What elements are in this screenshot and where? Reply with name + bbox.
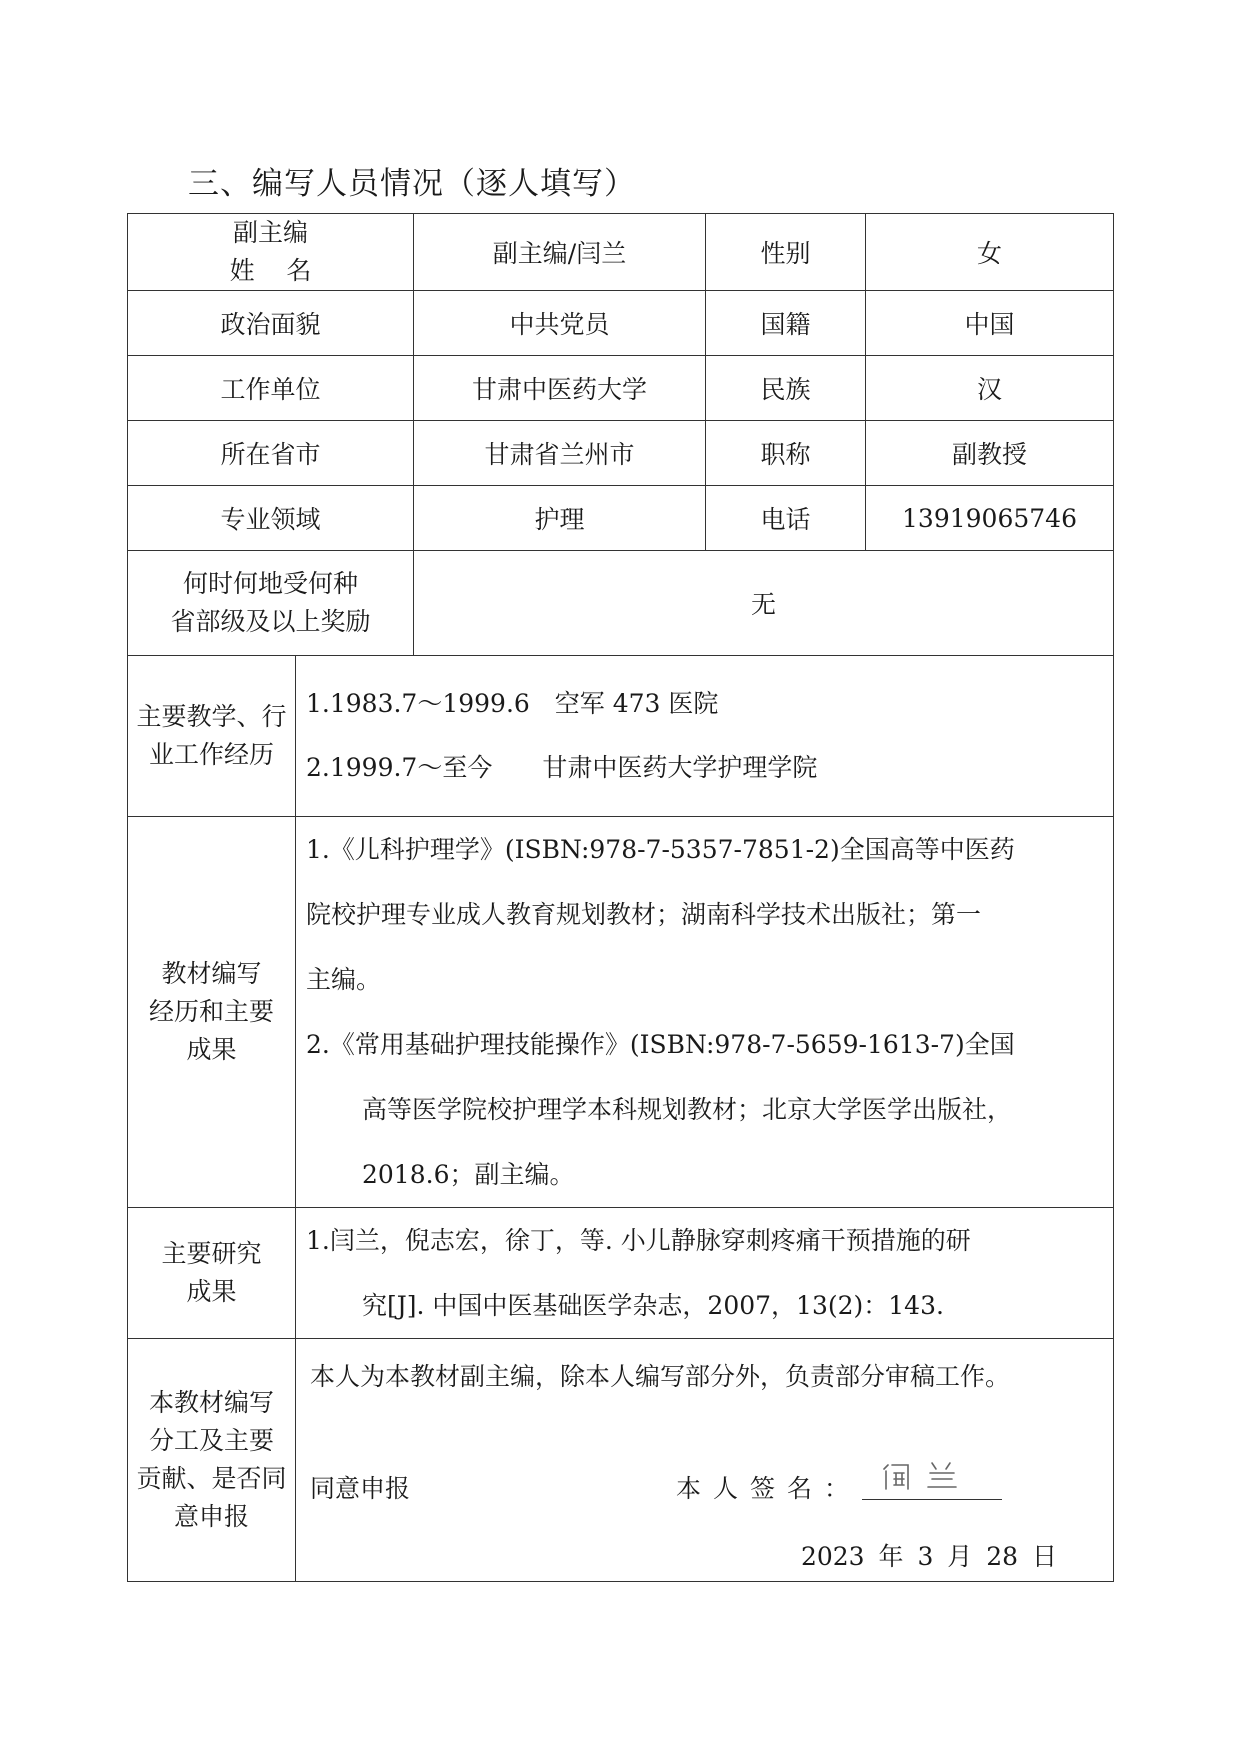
contribution-label-line3: 贡献、是否同 bbox=[136, 1464, 287, 1493]
research-label-line2: 成果 bbox=[186, 1277, 237, 1306]
name-label-cell bbox=[128, 214, 414, 291]
awards-label-line1: 何时何地受何种 bbox=[183, 569, 359, 598]
experience-item: 2.1999.7～至今 甘肃中医药大学护理学院 bbox=[306, 753, 818, 782]
form-row-contribution bbox=[128, 1339, 1114, 1582]
nationality-value: 中国 bbox=[866, 291, 1114, 356]
province-value: 甘肃省兰州市 bbox=[414, 421, 706, 486]
awards-label-line2: 省部级及以上奖励 bbox=[170, 607, 371, 636]
phone-label: 电话 bbox=[706, 486, 866, 551]
gender-value: 女 bbox=[866, 214, 1114, 291]
politics-label: 政治面貌 bbox=[128, 291, 414, 356]
research-label-line1: 主要研究 bbox=[161, 1239, 262, 1268]
field-label: 专业领域 bbox=[128, 486, 414, 551]
textbook-line: 1.《儿科护理学》(ISBN:978-7-5357-7851-2)全国高等中医药 bbox=[306, 835, 1015, 864]
textbook-line: 主编。 bbox=[306, 965, 382, 994]
signature-line bbox=[862, 1499, 1002, 1500]
awards-label-cell bbox=[128, 551, 414, 656]
sign-date: 2023 年 3 月 28 日 bbox=[800, 1542, 1058, 1571]
research-line: 1.闫兰，倪志宏，徐丁，等. 小儿静脉穿刺疼痛干预措施的研 bbox=[306, 1226, 971, 1255]
experience-content bbox=[296, 656, 1114, 817]
textbooks-label-line3: 成果 bbox=[186, 1035, 237, 1064]
signature-label: 本人签名： bbox=[676, 1474, 862, 1503]
form-row-province bbox=[128, 421, 1114, 486]
form-row-experience bbox=[128, 656, 1114, 817]
agree-text: 同意申报 bbox=[310, 1474, 411, 1503]
textbooks-label-line1: 教材编写 bbox=[161, 959, 262, 988]
experience-item: 1.1983.7～1999.6 空军 473 医院 bbox=[306, 689, 719, 718]
signature-area bbox=[296, 1339, 1113, 1581]
research-line: 究[J]. 中国中医基础医学杂志，2007，13(2)：143. bbox=[362, 1291, 944, 1320]
page-title: 三、编写人员情况（逐人填写） bbox=[188, 166, 636, 202]
experience-label-line2: 业工作经历 bbox=[148, 740, 274, 769]
textbooks-content bbox=[296, 817, 1114, 1208]
personnel-form-table bbox=[127, 213, 1114, 1582]
ethnicity-value: 汉 bbox=[866, 356, 1114, 421]
name-label-line1: 副主编 bbox=[233, 218, 309, 247]
textbook-line: 2.《常用基础护理技能操作》(ISBN:978-7-5659-1613-7)全国 bbox=[306, 1030, 1015, 1059]
experience-label-line1: 主要教学、行 bbox=[136, 702, 287, 731]
contribution-label-line1: 本教材编写 bbox=[148, 1388, 274, 1417]
textbooks-label-line2: 经历和主要 bbox=[148, 997, 274, 1026]
form-row-field bbox=[128, 486, 1114, 551]
work-unit-value: 甘肃中医药大学 bbox=[414, 356, 706, 421]
textbook-line: 高等医学院校护理学本科规划教材；北京大学医学出版社， bbox=[362, 1095, 1013, 1124]
form-row-name bbox=[128, 214, 1114, 291]
phone-value: 13919065746 bbox=[866, 486, 1114, 551]
gender-label: 性别 bbox=[706, 214, 866, 291]
form-row-work-unit bbox=[128, 356, 1114, 421]
politics-value: 中共党员 bbox=[414, 291, 706, 356]
form-row-awards bbox=[128, 551, 1114, 656]
form-row-textbooks bbox=[128, 817, 1114, 1208]
contribution-label-cell bbox=[128, 1339, 296, 1582]
contribution-label-line4: 意申报 bbox=[173, 1502, 249, 1531]
title-label: 职称 bbox=[706, 421, 866, 486]
title-value: 副教授 bbox=[866, 421, 1114, 486]
form-row-research bbox=[128, 1208, 1114, 1339]
work-unit-label: 工作单位 bbox=[128, 356, 414, 421]
textbook-line: 院校护理专业成人教育规划教材；湖南科学技术出版社；第一 bbox=[306, 900, 982, 929]
contribution-label-line2: 分工及主要 bbox=[148, 1426, 274, 1455]
contribution-content bbox=[296, 1339, 1114, 1582]
handwritten-signature bbox=[874, 1455, 984, 1499]
textbooks-label-cell bbox=[128, 817, 296, 1208]
awards-value: 无 bbox=[414, 551, 1114, 656]
ethnicity-label: 民族 bbox=[706, 356, 866, 421]
form-row-politics bbox=[128, 291, 1114, 356]
textbook-line: 2018.6；副主编。 bbox=[362, 1160, 575, 1189]
name-label-line2: 姓 名 bbox=[229, 256, 312, 285]
research-content bbox=[296, 1208, 1114, 1339]
contribution-statement: 本人为本教材副主编，除本人编写部分外，负责部分审稿工作。 bbox=[310, 1362, 1011, 1391]
name-value: 副主编/闫兰 bbox=[414, 214, 706, 291]
experience-label-cell bbox=[128, 656, 296, 817]
field-value: 护理 bbox=[414, 486, 706, 551]
province-label: 所在省市 bbox=[128, 421, 414, 486]
nationality-label: 国籍 bbox=[706, 291, 866, 356]
research-label-cell bbox=[128, 1208, 296, 1339]
